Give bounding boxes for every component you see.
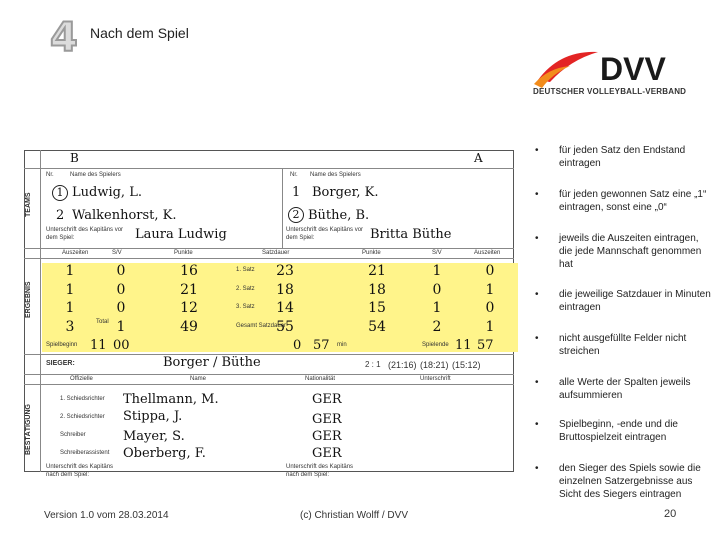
officials-header-sig: Unterschrift xyxy=(420,376,451,382)
header-auszeiten-a: Auszeiten xyxy=(62,250,89,256)
game-start-hour: 11 xyxy=(90,338,107,353)
set2-a-points: 21 xyxy=(180,282,198,298)
official-name-4: Oberberg, F. xyxy=(123,446,206,461)
winner-sets: 2 : 1 xyxy=(365,360,381,369)
side-label-bestaetigung: BESTÄTIGUNG xyxy=(25,404,32,456)
team-a-letter: B xyxy=(70,151,79,165)
header-sv-a: S/V xyxy=(112,250,122,256)
set1-a-points: 16 xyxy=(180,263,198,279)
team-a-name-header: Name des Spielers xyxy=(70,172,121,178)
official-role-4: Schreiberassistent xyxy=(60,450,110,456)
team-b-player-1: Borger, K. xyxy=(312,185,379,200)
official-nat-4: GER xyxy=(312,446,342,461)
set2-a-sv: 0 xyxy=(116,282,126,298)
header-punkte-b: Punkte xyxy=(362,250,381,256)
official-role-2: 2. Schiedsrichter xyxy=(60,414,105,420)
side-label-ergebnis: ERGEBNIS xyxy=(25,281,32,319)
team-b-letter: A xyxy=(474,151,483,165)
team-a-player-1: Ludwig, L. xyxy=(72,185,142,200)
total-a-points: 49 xyxy=(180,319,198,335)
set3-duration: 14 xyxy=(276,300,294,316)
team-a-captain-label: Unterschrift des Kapitäns vor dem Spiel: xyxy=(46,227,124,241)
team-a-player-2: Walkenhorst, K. xyxy=(72,208,177,223)
set1-b-sv: 1 xyxy=(432,263,442,279)
header-satzdauer: Satzdauer xyxy=(262,250,290,256)
header-auszeiten-b: Auszeiten xyxy=(474,250,501,256)
total-b-timeouts: 1 xyxy=(485,319,495,335)
header-punkte-a: Punkte xyxy=(174,250,193,256)
team-a-no-header: Nr. xyxy=(46,172,54,178)
total-duration-label: Gesamt Satzdauer xyxy=(236,323,287,329)
team-b-player-1-no: 1 xyxy=(292,185,301,200)
total-duration: 55 xyxy=(276,319,294,335)
winner-set-1: (21:16) xyxy=(388,360,417,370)
section-number: 4 xyxy=(50,15,78,61)
total-a-sv: 1 xyxy=(116,319,126,335)
game-end-label: Spielende xyxy=(422,342,449,348)
set1-label: 1. Satz xyxy=(236,267,255,273)
set1-duration: 23 xyxy=(276,263,294,279)
official-nat-3: GER xyxy=(312,429,342,444)
footer-version: Version 1.0 vom 28.03.2014 xyxy=(44,510,169,521)
team-b-player-2: Büthe, B. xyxy=(308,208,370,223)
total-b-sv: 2 xyxy=(432,319,442,335)
official-name-3: Mayer, S. xyxy=(123,429,185,444)
team-a-captain-signature: Laura Ludwig xyxy=(135,227,227,242)
total-label-a: Total xyxy=(96,319,109,325)
set3-a-sv: 0 xyxy=(116,300,126,316)
set3-b-sv: 1 xyxy=(432,300,442,316)
team-b-name-header: Name des Spielers xyxy=(310,172,361,178)
game-start-label: Spielbeginn xyxy=(46,342,78,348)
page-number: 20 xyxy=(664,508,677,520)
set2-duration: 18 xyxy=(276,282,294,298)
official-nat-1: GER xyxy=(312,392,342,407)
official-name-1: Thellmann, M. xyxy=(123,392,219,407)
official-role-1: 1. Schiedsrichter xyxy=(60,396,105,402)
official-role-3: Schreiber xyxy=(60,432,86,438)
officials-header-nat: Nationalität xyxy=(305,376,336,382)
captain-circle-a: 1 xyxy=(52,185,68,201)
winner-set-3: (15:12) xyxy=(452,360,481,370)
official-nat-2: GER xyxy=(312,412,342,427)
set2-b-points: 18 xyxy=(368,282,386,298)
team-b-no-header: Nr. xyxy=(290,172,298,178)
set2-b-sv: 0 xyxy=(432,282,442,298)
team-a-player-2-no: 2 xyxy=(56,208,65,223)
set1-a-timeouts: 1 xyxy=(65,263,75,279)
set2-label: 2. Satz xyxy=(236,286,255,292)
footer-copyright: (c) Christian Wolff / DVV xyxy=(300,510,408,521)
side-label-teams: TEAMS xyxy=(25,192,32,218)
captain-after-label-a: Unterschrift des Kapitäns nach dem Spiel: xyxy=(46,464,114,478)
overall-duration-minute: 57 xyxy=(313,338,330,353)
game-start-minute: 00 xyxy=(113,338,130,353)
overall-duration-min: min xyxy=(337,342,347,348)
officials-header-name: Name xyxy=(190,376,207,382)
game-end-hour: 11 xyxy=(455,338,472,353)
set3-b-points: 15 xyxy=(368,300,386,316)
officials-header-role: Offizielle xyxy=(70,376,93,382)
game-end-minute: 57 xyxy=(477,338,494,353)
team-b-captain-label: Unterschrift des Kapitäns vor dem Spiel: xyxy=(286,227,364,241)
set1-b-points: 21 xyxy=(368,263,386,279)
winner-label: SIEGER: xyxy=(46,360,75,367)
overall-duration-hour: 0 xyxy=(293,338,302,353)
set1-a-sv: 0 xyxy=(116,263,126,279)
set2-a-timeouts: 1 xyxy=(65,282,75,298)
page-title: Nach dem Spiel xyxy=(90,25,189,41)
set3-b-timeouts: 0 xyxy=(485,300,495,316)
winner-names: Borger / Büthe xyxy=(163,355,261,370)
captain-after-label-b: Unterschrift des Kapitäns nach dem Spiel: xyxy=(286,464,354,478)
set2-b-timeouts: 1 xyxy=(485,282,495,298)
captain-circle-b: 2 xyxy=(288,207,304,223)
official-name-2: Stippa, J. xyxy=(123,409,183,424)
set3-label: 3. Satz xyxy=(236,304,255,310)
total-b-points: 54 xyxy=(368,319,386,335)
set1-b-timeouts: 0 xyxy=(485,263,495,279)
logo-subtitle: DEUTSCHER VOLLEYBALL-VERBAND xyxy=(533,87,687,96)
team-b-captain-signature: Britta Büthe xyxy=(370,227,452,242)
winner-set-2: (18:21) xyxy=(420,360,449,370)
total-a-timeouts: 3 xyxy=(65,319,75,335)
logo-text: DVV xyxy=(600,51,666,87)
header-sv-b: S/V xyxy=(432,250,442,256)
set3-a-timeouts: 1 xyxy=(65,300,75,316)
set3-a-points: 12 xyxy=(180,300,198,316)
